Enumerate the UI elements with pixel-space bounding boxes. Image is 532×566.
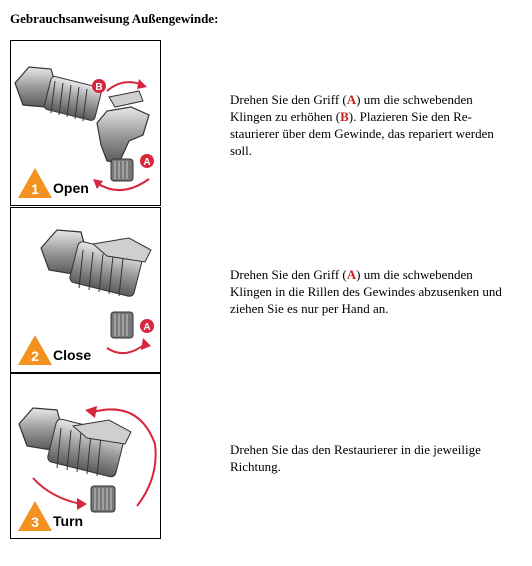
step-number: 1 [31,181,39,197]
page-title: Gebrauchsanweisung Außengewinde: [10,11,219,26]
step-2-description [230,266,510,317]
step-number: 2 [31,348,39,364]
label-a-ref: A [346,267,357,282]
step-word: Turn [53,513,84,529]
label-b: B [95,82,103,93]
step-word: Close [53,347,92,363]
label-b-ref: B [340,109,349,124]
label-a-ref: A [346,92,357,107]
step-1-description [230,91,510,159]
step-3-description [230,441,510,475]
text-part: Drehen Sie das den Restaurierer in die jeweilige Richtung. [230,442,481,474]
text-part: Drehen Sie den Griff ( [230,92,347,107]
text-part: Drehen Sie den Griff ( [230,267,347,282]
text-part: ) um die schwebenden Klingen in die Rillen des Gewindes abzusenken und ziehen Sie es nur per Hand an. [230,267,502,316]
step-number: 3 [31,514,39,530]
label-a: A [143,157,151,168]
text-part: ). Plazieren Sie den Re-staurierer über dem Gewinde, das repariert werden soll. [230,109,494,158]
step-3-illustration [10,373,161,539]
step-word: Open [53,180,89,196]
step-2-illustration [10,207,161,373]
step-1-illustration [10,40,161,206]
label-a: A [143,322,151,333]
text-part: ) um die schwebenden Klingen zu erhöhen ( [230,92,473,124]
